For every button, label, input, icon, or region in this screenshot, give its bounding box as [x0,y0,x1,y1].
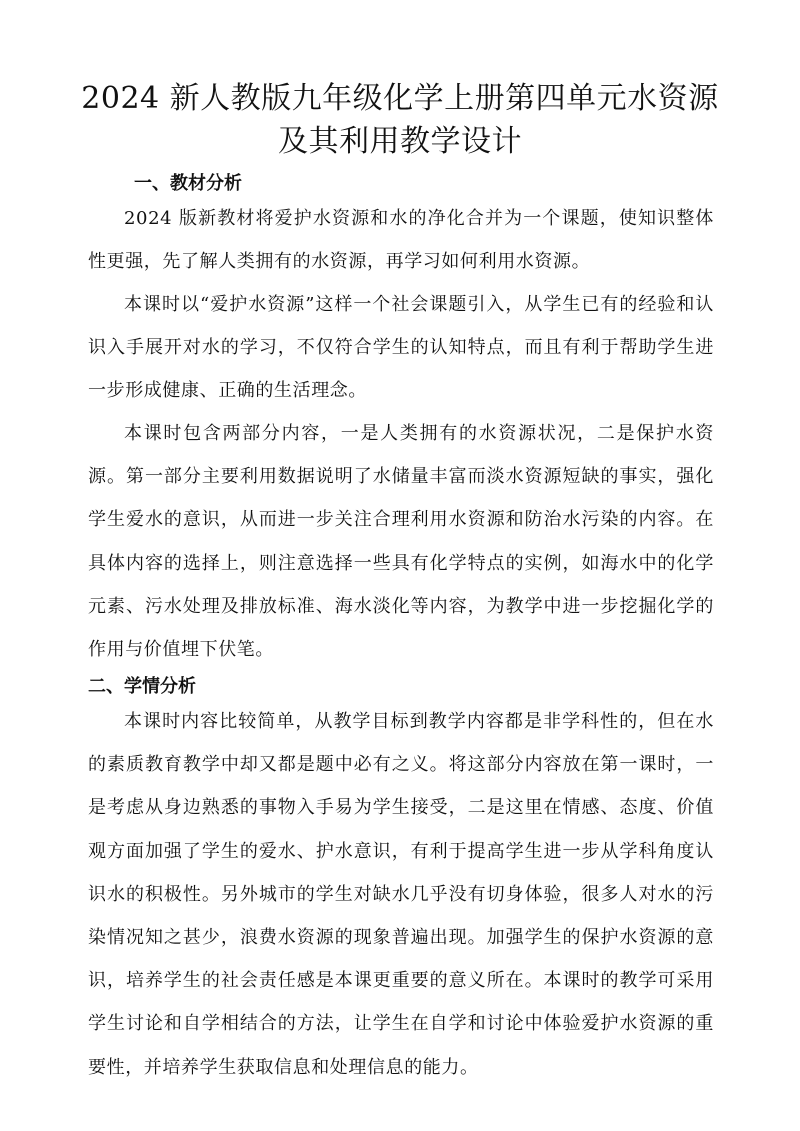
paragraph-student-1: 本课时内容比较简单，从教学目标到教学内容都是非学科性的，但在水的素质教育教学中却又都是题中必有之义。将这部分内容放在第一课时，一是考虑从身边熟悉的事物入手易为学生接受，二是这里在情感、态度、价值观方面加强了学生的爱水、护水意识，有利于提高学生进一步从学科角度认识水的积极性。另外城市的学生对缺水几乎没有切身体验，很多人对水的污染情况知之甚少，浪费水资源的现象普遍出现。加强学生的保护水资源的意识，培养学生的社会责任感是本课更重要的意义所在。本课时的教学可采用学生讨论和自学相结合的方法，让学生在自学和讨论中体验爱护水资源的重要性，并培养学生获取信息和处理信息的能力。 [88,711,714,1078]
paragraph-textbook-2: 本课时以“爱护水资源”这样一个社会课题引入，从学生已有的经验和认识入手展开对水的学习，不仅符合学生的认知特点，而且有利于帮助学生进一步形成健康、正确的生活理念。 [88,294,714,402]
document-title-line-2: 及其利用教学设计 [278,124,522,159]
paragraph-textbook-3: 本课时包含两部分内容，一是人类拥有的水资源状况，二是保护水资源。第一部分主要利用数据说明了水储量丰富而淡水资源短缺的事实，强化学生爱水的意识，从而进一步关注合理利用水资源和防治水污染的内容。在具体内容的选择上，则注意选择一些具有化学特点的实例，如海水中的化学元素、污水处理及排放标准、海水淡化等内容，为教学中进一步挖掘化学的作用与价值埋下伏笔。 [88,423,714,661]
section-heading-student-analysis: 二、学情分析 [88,676,196,697]
document-title-line-1: 2024 新人教版九年级化学上册第四单元水资源 [81,81,719,116]
paragraph-textbook-1: 2024 版新教材将爱护水资源和水的净化合并为一个课题，使知识整体性更强，先了解人类拥有的水资源，再学习如何利用水资源。 [88,208,714,273]
section-heading-textbook-analysis: 一、教材分析 [134,173,242,194]
